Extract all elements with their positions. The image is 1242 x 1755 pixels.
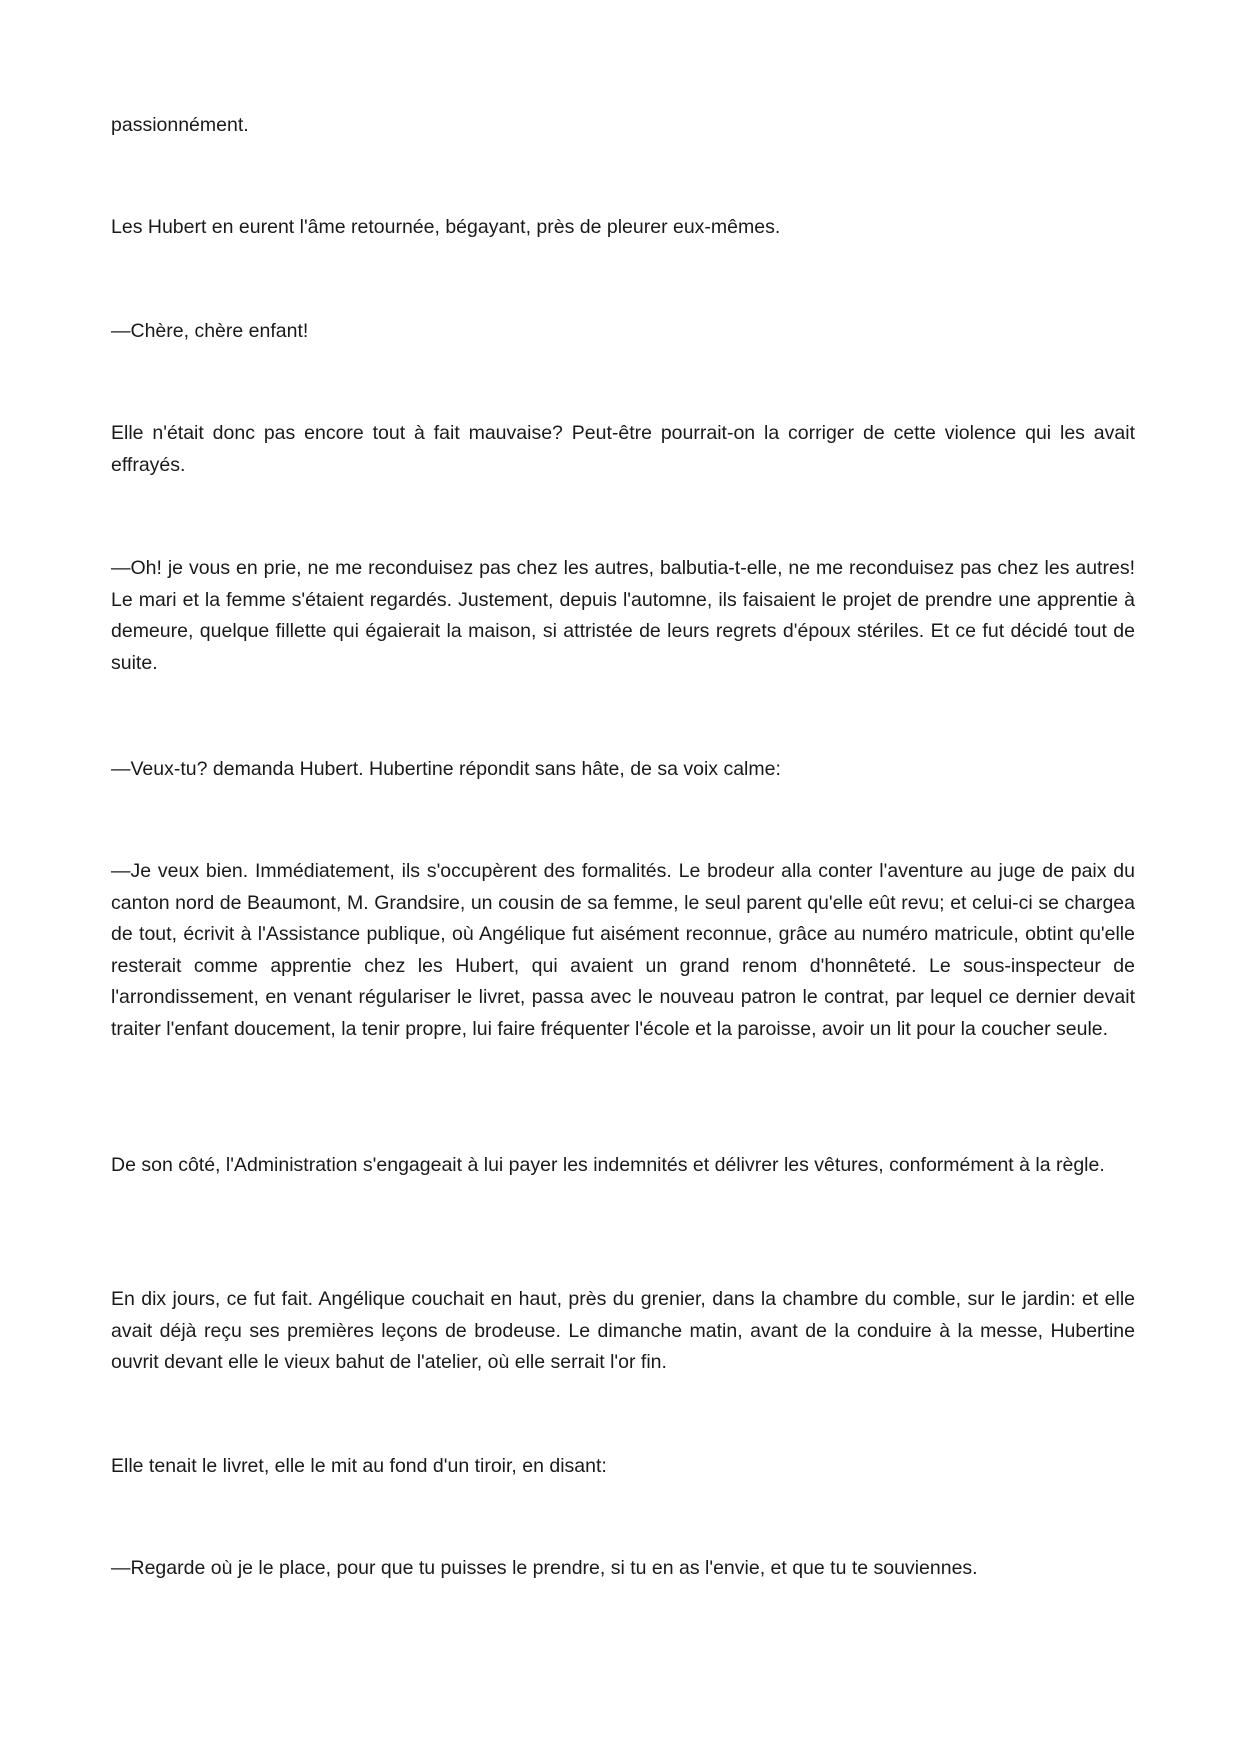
paragraph: Elle tenait le livret, elle le mit au fond d'un tiroir, en disant: xyxy=(111,1455,607,1477)
paragraph: —Chère, chère enfant! xyxy=(111,320,309,342)
paragraph: —Regarde où je le place, pour que tu puisses le prendre, si tu en as l'envie, et que tu te souviennes. xyxy=(111,1557,978,1579)
paragraph: —Je veux bien. Immédiatement, ils s'occupèrent des formalités. Le brodeur alla conter l'aventure au juge de paix du canton nord de Beaumont, M. Grandsire, un cousin de sa femme, le seul parent qu'elle eût revu; et celui-ci se chargea de tout, écrivit à l'Assistance publique, où Angélique fut aisément reconnue, grâce au numéro matricule, obtint qu'elle resterait comme apprentie chez les Hubert, qui avaient un grand renom d'honnêteté. Le sous-inspecteur de l'arrondissement, en venant régulariser le livret, passa avec le nouveau patron le contrat, par lequel ce dernier devait traiter l'enfant doucement, la tenir propre, lui faire fréquenter l'école et la paroisse, avoir un lit pour la coucher seule. xyxy=(111,860,1135,1040)
paragraph: Les Hubert en eurent l'âme retournée, bégayant, près de pleurer eux-mêmes. xyxy=(111,216,781,238)
paragraph: De son côté, l'Administration s'engageait à lui payer les indemnités et délivrer les vêtures, conformément à la règle. xyxy=(111,1154,1105,1176)
paragraph: Elle n'était donc pas encore tout à fait mauvaise? Peut-être pourrait-on la corriger de cette violence qui les avait effrayés. xyxy=(111,422,1135,476)
paragraph: —Oh! je vous en prie, ne me reconduisez pas chez les autres, balbutia-t-elle, ne me reconduisez pas chez les autres! Le mari et la femme s'étaient regardés. Justement, depuis l'automne, ils faisaient le projet de prendre une apprentie à demeure, quelque fillette qui égaierait la maison, si attristée de leurs regrets d'époux stériles. Et ce fut décidé tout de suite. xyxy=(111,557,1135,674)
paragraph: passionnément. xyxy=(111,114,249,136)
paragraph: En dix jours, ce fut fait. Angélique couchait en haut, près du grenier, dans la chambre du comble, sur le jardin: et elle avait déjà reçu ses premières leçons de brodeuse. Le dimanche matin, avant de la conduire à la messe, Hubertine ouvrit devant elle le vieux bahut de l'atelier, où elle serrait l'or fin. xyxy=(111,1288,1135,1374)
paragraph: —Veux-tu? demanda Hubert. Hubertine répondit sans hâte, de sa voix calme: xyxy=(111,758,781,780)
